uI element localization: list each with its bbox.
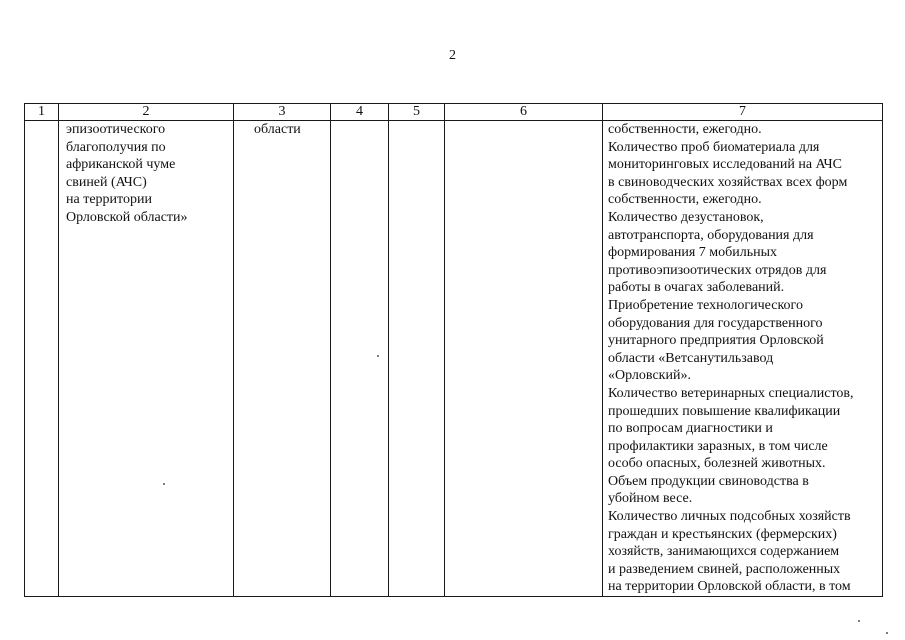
indicator-line: унитарного предприятия Орловской bbox=[608, 333, 824, 349]
indicator-line: в свиноводческих хозяйствах всех форм bbox=[608, 174, 848, 190]
header-col-5: 5 bbox=[389, 104, 445, 121]
indicator-line: Объем продукции свиноводства в bbox=[608, 473, 809, 489]
program-name-line: на территории bbox=[66, 192, 152, 208]
document-table bbox=[24, 103, 883, 597]
indicator-line: противоэпизоотических отрядов для bbox=[608, 262, 827, 278]
cell-col-3 bbox=[234, 121, 331, 597]
cell-col-6 bbox=[445, 121, 603, 597]
page-number: 2 bbox=[449, 48, 456, 63]
scan-speck bbox=[163, 483, 165, 485]
header-col-2: 2 bbox=[59, 104, 234, 121]
program-name-line: свиней (АЧС) bbox=[66, 174, 147, 190]
table-row bbox=[25, 121, 883, 597]
header-col-1: 1 bbox=[25, 104, 59, 121]
program-name-line: африканской чуме bbox=[66, 157, 176, 173]
indicator-line: Количество проб биоматериала для bbox=[608, 139, 820, 155]
cell-col-7 bbox=[603, 121, 883, 597]
indicator-line: на территории Орловской области, в том bbox=[608, 579, 851, 595]
indicator-line: формирования 7 мобильных bbox=[608, 245, 778, 261]
header-row bbox=[25, 104, 883, 121]
indicator-line: собственности, ежегодно. bbox=[608, 122, 762, 137]
scan-speck bbox=[377, 355, 379, 357]
indicator-line: «Орловский». bbox=[608, 368, 691, 384]
indicator-line: профилактики заразных, в том числе bbox=[608, 438, 828, 454]
indicator-line: автотранспорта, оборудования для bbox=[608, 227, 814, 243]
indicator-line: Количество личных подсобных хозяйств bbox=[608, 509, 851, 525]
indicator-line: оборудования для государственного bbox=[608, 315, 823, 331]
program-name-line: эпизоотического bbox=[66, 122, 166, 137]
indicator-line: по вопросам диагностики и bbox=[608, 421, 773, 437]
cell-col-2 bbox=[59, 121, 234, 597]
header-col-3: 3 bbox=[234, 104, 331, 121]
cell-col-4 bbox=[331, 121, 389, 597]
program-name-line: благополучия по bbox=[66, 139, 166, 155]
indicator-line: прошедших повышение квалификации bbox=[608, 403, 841, 419]
indicator-line: особо опасных, болезней животных. bbox=[608, 456, 826, 472]
cell-col-1 bbox=[25, 121, 59, 597]
responsible-line: области bbox=[254, 122, 301, 137]
indicator-line: Количество дезустановок, bbox=[608, 209, 764, 225]
indicator-line: мониторинговых исследований на АЧС bbox=[608, 157, 842, 173]
indicator-line: хозяйств, занимающихся содержанием bbox=[608, 544, 840, 560]
header-col-4: 4 bbox=[331, 104, 389, 121]
indicator-line: убойном весе. bbox=[608, 491, 693, 507]
indicator-line: области «Ветсанутильзавод bbox=[608, 350, 774, 366]
indicator-line: Количество ветеринарных специалистов, bbox=[608, 385, 854, 401]
scan-speck bbox=[858, 620, 860, 622]
indicator-line: работы в очагах заболеваний. bbox=[608, 280, 785, 296]
scan-speck bbox=[886, 632, 888, 634]
indicator-line: и разведением свиней, расположенных bbox=[608, 561, 841, 577]
indicator-line: граждан и крестьянских (фермерских) bbox=[608, 526, 837, 542]
program-name-line: Орловской области» bbox=[66, 209, 188, 225]
indicator-line: Приобретение технологического bbox=[608, 297, 803, 313]
indicator-line: собственности, ежегодно. bbox=[608, 192, 762, 208]
header-col-7: 7 bbox=[603, 104, 883, 121]
cell-col-5 bbox=[389, 121, 445, 597]
header-col-6: 6 bbox=[445, 104, 603, 121]
